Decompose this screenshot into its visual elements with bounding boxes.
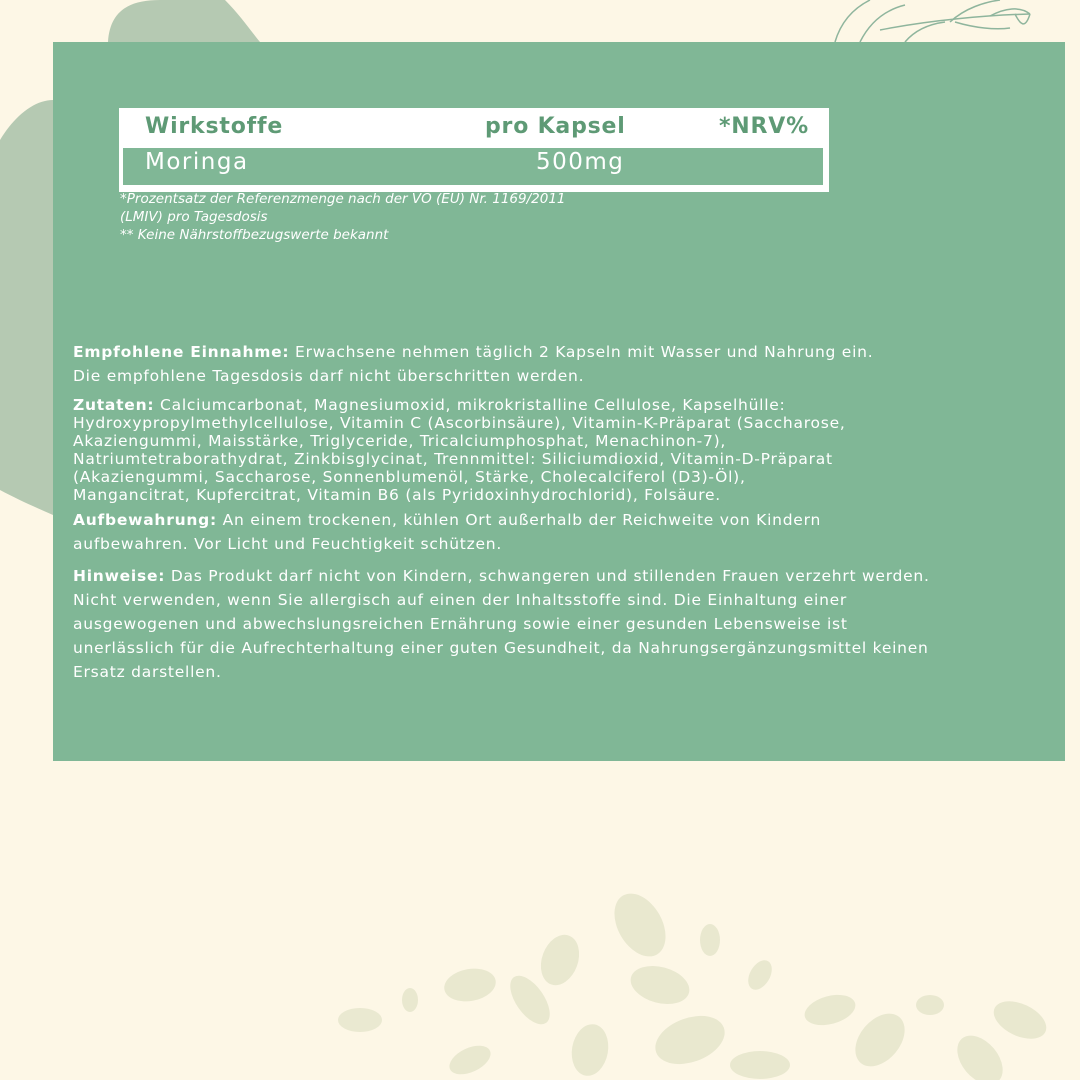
- fern-outline-icon: [835, 0, 1030, 42]
- section-text: Calciumcarbonat, Magnesiumoxid, mikrokristalline Cellulose, Kapselhülle:: [160, 396, 786, 414]
- header-wirkstoffe: Wirkstoffe: [145, 114, 284, 139]
- section-hinweise: [73, 564, 1053, 684]
- footnotes: [120, 190, 680, 244]
- header-pro-kapsel: pro Kapsel: [485, 114, 626, 139]
- section-text: Natriumtetraborathydrat, Zinkbisglycinat, Trennmittel: Siliciumdioxid, Vitamin-D-Präparat: [73, 450, 833, 468]
- section-text: Akaziengummi, Maisstärke, Triglyceride, Tricalciumphosphat, Menachinon-7),: [73, 432, 727, 450]
- section-text: Mangancitrat, Kupfercitrat, Vitamin B6 (als Pyridoxinhydrochlorid), Folsäure.: [73, 486, 721, 504]
- section-aufbewahrung: [73, 508, 1053, 556]
- faded-leaves-decoration: [338, 885, 1052, 1080]
- section-label: Zutaten:: [73, 396, 155, 414]
- nutrition-table: [119, 108, 829, 192]
- section-label: Hinweise:: [73, 567, 166, 585]
- section-text: ausgewogenen und abwechslungsreichen Ernährung sowie einer gesunden Lebensweise ist: [73, 615, 848, 633]
- section-label: Empfohlene Einnahme:: [73, 343, 290, 361]
- cell-amount: 500mg: [536, 149, 625, 175]
- product-information: [73, 340, 1053, 684]
- leaf-shape-top: [108, 0, 260, 42]
- section-einnahme: [73, 340, 1053, 388]
- section-text: unerlässlich für die Aufrechterhaltung einer guten Gesundheit, da Nahrungsergänzungsmittel keinen: [73, 639, 929, 657]
- cell-name: Moringa: [145, 149, 249, 175]
- footnote-line: ** Keine Nährstoffbezugswerte bekannt: [120, 227, 389, 243]
- section-text: Ersatz darstellen.: [73, 663, 222, 681]
- section-text: Die empfohlene Tagesdosis darf nicht überschritten werden.: [73, 367, 585, 385]
- leaf-shape-left: [0, 100, 53, 515]
- section-text: Erwachsene nehmen täglich 2 Kapseln mit Wasser und Nahrung ein.: [295, 343, 874, 361]
- section-text: aufbewahren. Vor Licht und Feuchtigkeit schützen.: [73, 535, 503, 553]
- table-row: [123, 148, 823, 185]
- footnote-line: *Prozentsatz der Referenzmenge nach der VO (EU) Nr. 1169/2011: [120, 191, 566, 207]
- section-text: Hydroxypropylmethylcellulose, Vitamin C (Ascorbinsäure), Vitamin-K-Präparat (Saccharose,: [73, 414, 846, 432]
- section-zutaten: [73, 396, 1053, 504]
- section-text: An einem trockenen, kühlen Ort außerhalb der Reichweite von Kindern: [222, 511, 822, 529]
- footnote-line: (LMIV) pro Tagesdosis: [120, 209, 268, 225]
- section-label: Aufbewahrung:: [73, 511, 217, 529]
- section-text: Das Produkt darf nicht von Kindern, schwangeren und stillenden Frauen verzehrt werden.: [170, 567, 930, 585]
- section-text: (Akaziengummi, Saccharose, Sonnenblumenöl, Stärke, Cholecalciferol (D3)-Öl),: [73, 468, 746, 486]
- header-nrv: *NRV%: [719, 114, 809, 139]
- section-text: Nicht verwenden, wenn Sie allergisch auf einen der Inhaltsstoffe sind. Die Einhaltung einer: [73, 591, 848, 609]
